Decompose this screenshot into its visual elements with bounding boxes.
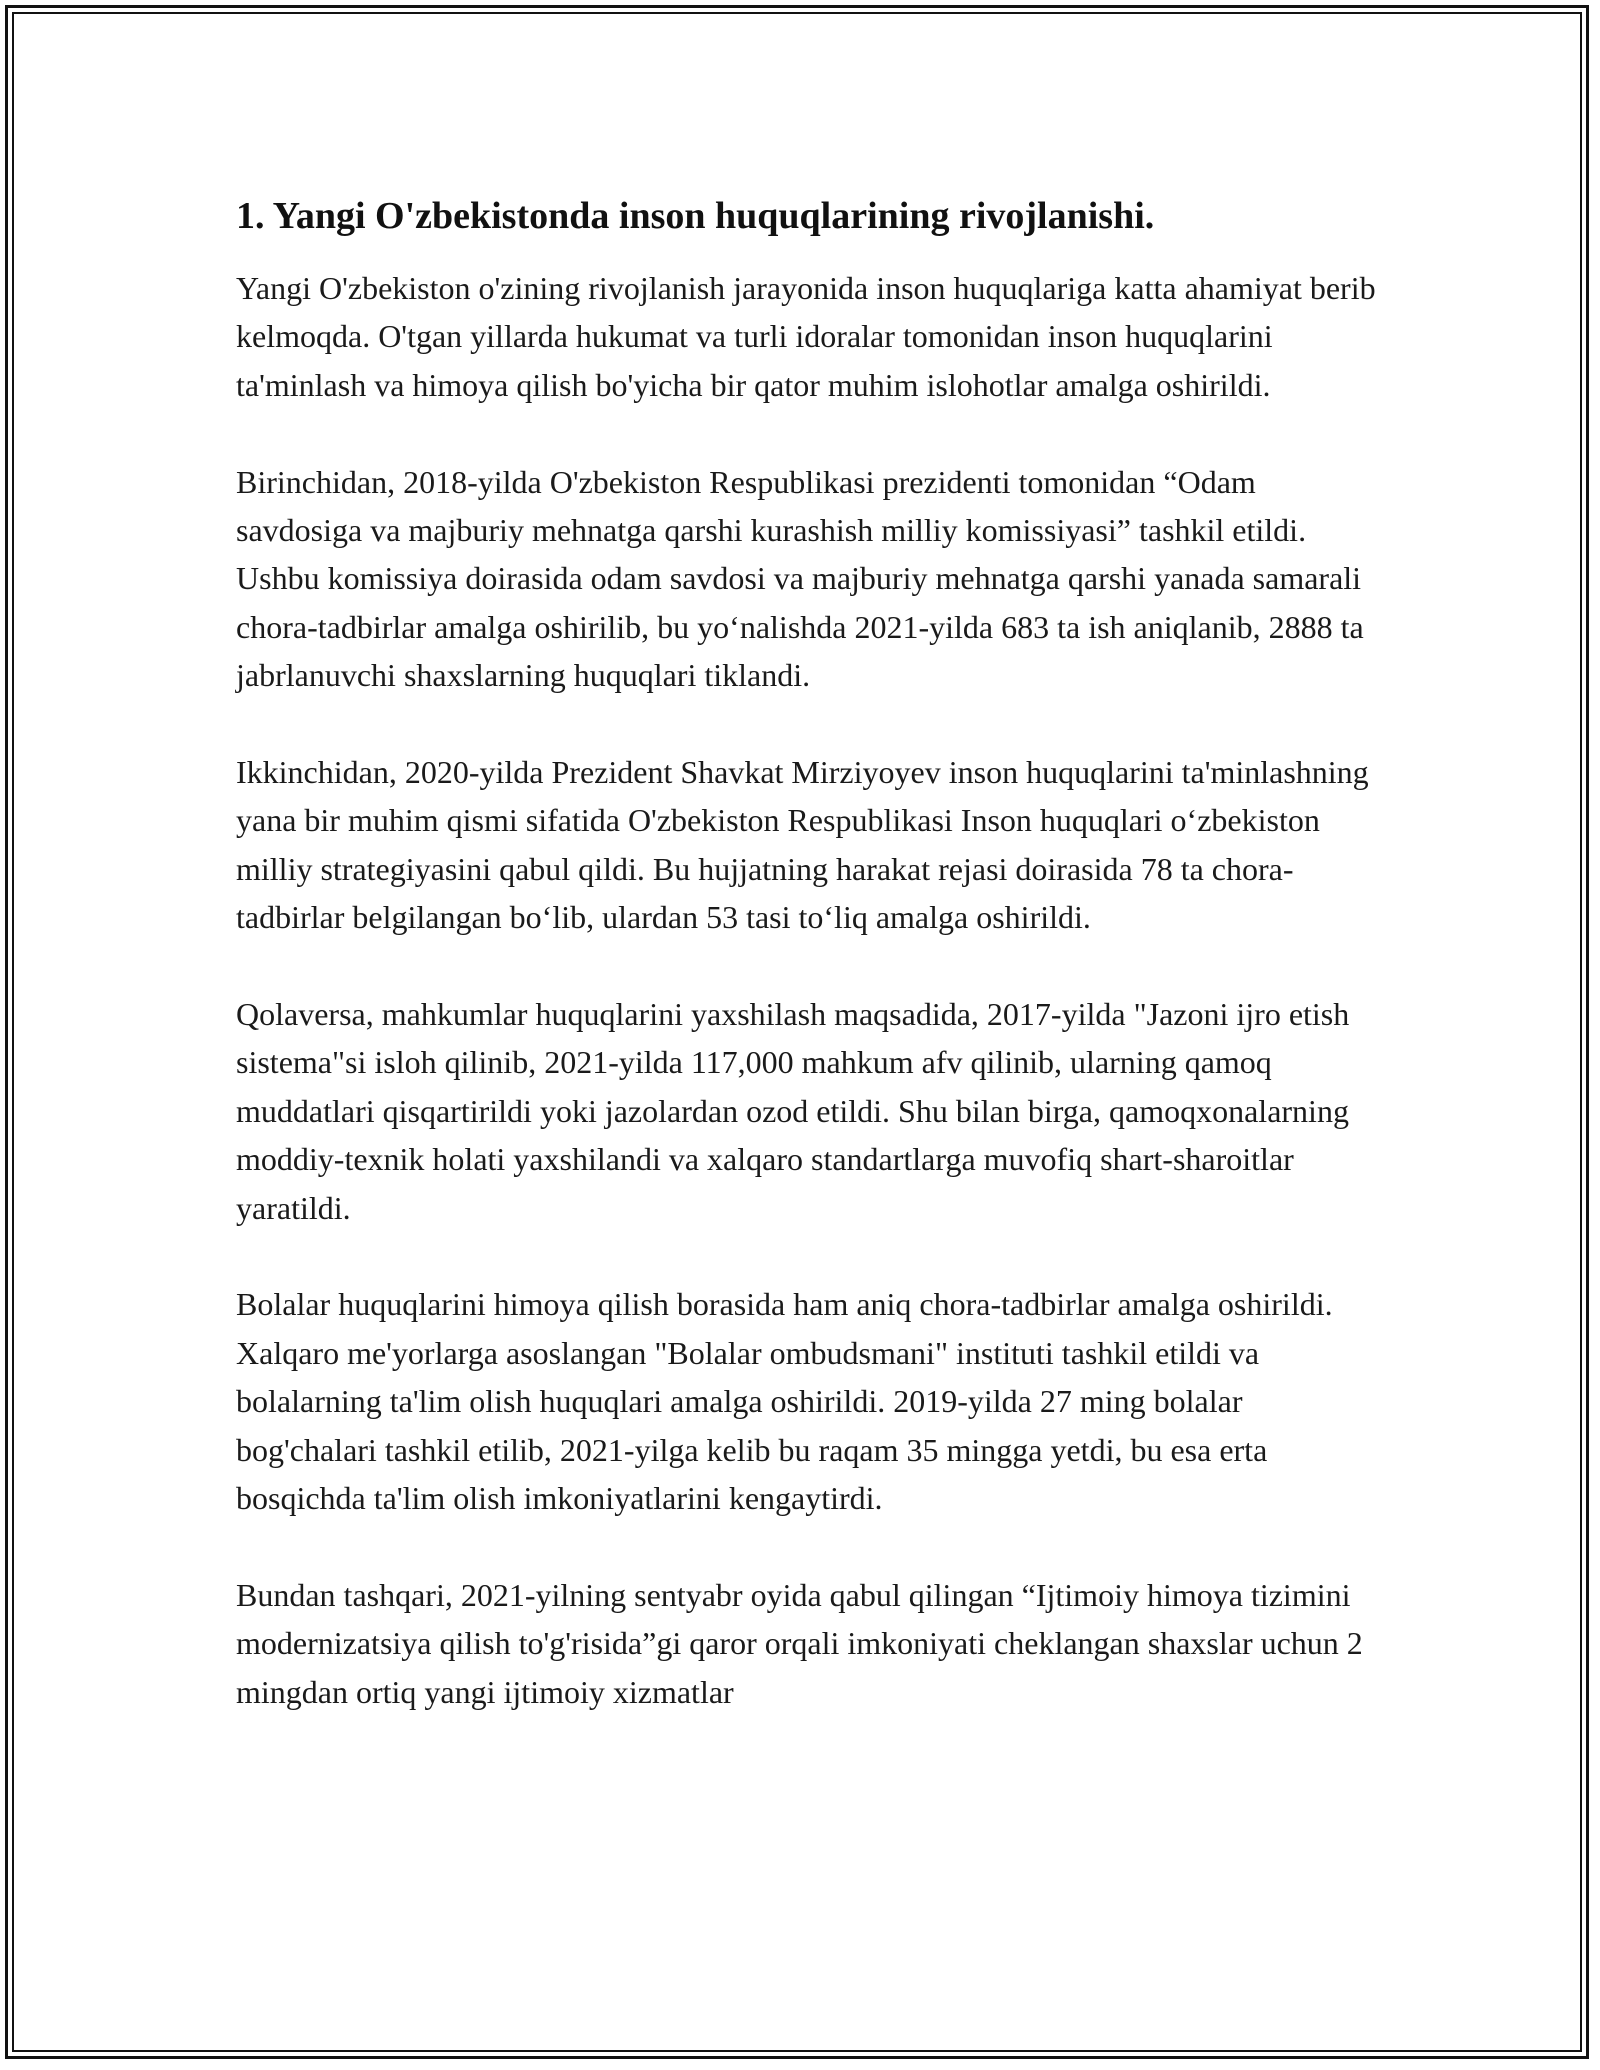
section-heading: 1. Yangi O'zbekistonda inson huquqlarining rivojlanishi.: [236, 195, 1155, 237]
paragraph-first-point: Birinchidan, 2018-yilda O'zbekiston Respublikasi prezidenti tomonidan “Odam savdosiga va majburiy mehnatga qarshi kurashish milliy komissiyasi” tashkil etildi. Ushbu komissiya doirasida odam savdosi va majburiy mehnatga qarshi yanada samarali chora-tadbirlar amalga oshirilib, bu yoʻnalishda 2021-yilda 683 ta ish aniqlanib, 2888 ta jabrlanuvchi shaxslarning huquqlari tiklandi.: [236, 463, 1364, 694]
paragraph-intro: Yangi O'zbekiston o'zining rivojlanish jarayonida inson huquqlariga katta ahamiyat berib kelmoqda. O'tgan yillarda hukumat va turli idoralar tomonidan inson huquqlarini ta'minlash va himoya qilish bo'yicha bir qator muhim islohotlar amalga oshirildi.: [236, 270, 1376, 403]
paragraph-second-point: Ikkinchidan, 2020-yilda Prezident Shavkat Mirziyoyev inson huquqlarini ta'minlashning yana bir muhim qismi sifatida O'zbekiston Respublikasi Inson huquqlari oʻzbekiston milliy strategiyasini qabul qildi. Bu hujjatning harakat rejasi doirasida 78 ta chora-tadbirlar belgilangan boʻlib, ulardan 53 tasi toʻliq amalga oshirildi.: [236, 754, 1369, 936]
paragraph-social-protection: Bundan tashqari, 2021-yilning sentyabr oyida qabul qilingan “Ijtimoiy himoya tizimini modernizatsiya qilish to'g'risida”gi qaror orqali imkoniyati cheklangan shaxslar uchun 2 mingdan ortiq yangi ijtimoiy xizmatlar: [236, 1576, 1363, 1710]
document-body: [236, 186, 1376, 1765]
paragraph-children-rights: Bolalar huquqlarini himoya qilish borasida ham aniq chora-tadbirlar amalga oshirildi. Xalqaro me'yorlarga asoslangan "Bolalar ombudsmani" instituti tashkil etildi va bolalarning ta'lim olish huquqlari amalga oshirildi. 2019-yilda 27 ming bolalar bog'chalari tashkil etilib, 2021-yilga kelib bu raqam 35 mingga yetdi, bu esa erta bosqichda ta'lim olish imkoniyatlarini kengaytirdi.: [236, 1286, 1333, 1517]
paragraph-prisoners-rights: Qolaversa, mahkumlar huquqlarini yaxshilash maqsadida, 2017-yilda "Jazoni ijro etish sistema"si isloh qilinib, 2021-yilda 117,000 mahkum afv qilinib, ularning qamoq muddatlari qisqartirildi yoki jazolardan ozod etildi. Shu bilan birga, qamoqxonalarning moddiy-texnik holati yaxshilandi va xalqaro standartlarga muvofiq shart-sharoitlar yaratildi.: [236, 996, 1350, 1226]
